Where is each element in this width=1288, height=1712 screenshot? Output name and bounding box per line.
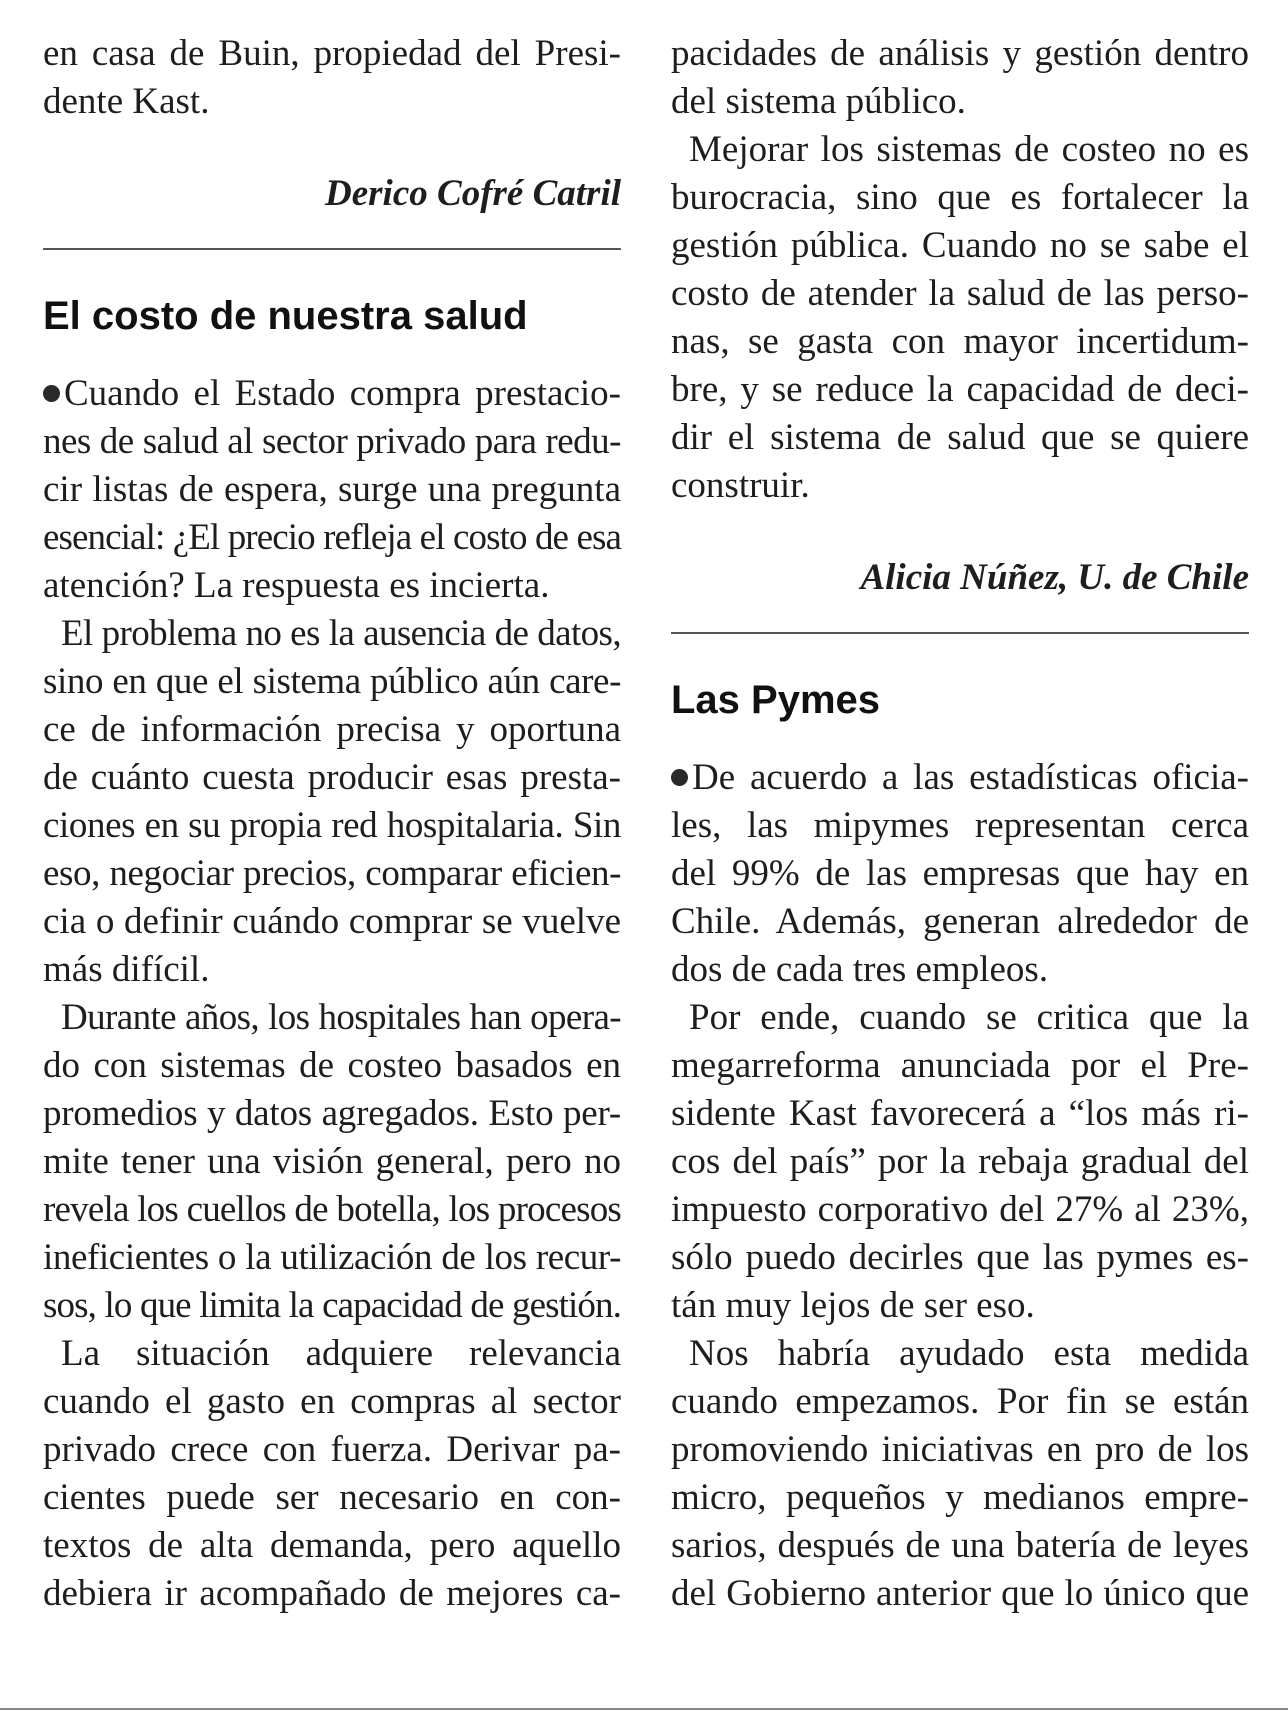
text-line: sino en que el sistema público aún care- xyxy=(43,661,621,702)
text-line: pacidades de análisis y gestión dentro xyxy=(671,33,1249,74)
text-line: cuando empezamos. Por fin se están xyxy=(671,1381,1249,1422)
text-line: en casa de Buin, propiedad del Presi- xyxy=(43,33,621,74)
text-line: sarios, después de una batería de leyes xyxy=(671,1525,1249,1566)
text-line: mite tener una visión general, pero no xyxy=(43,1141,621,1182)
text-line: De acuerdo a las estadísticas oficia- xyxy=(671,754,1249,802)
text-line: promedios y datos agregados. Esto per- xyxy=(43,1093,621,1134)
text-line: tán muy lejos de ser eso. xyxy=(671,1285,1035,1326)
text-line: ciones en su propia red hospitalaria. Sin xyxy=(43,805,621,846)
text-line: del 99% de las empresas que hay en xyxy=(671,853,1249,894)
text-line: más difícil. xyxy=(43,949,210,990)
article-paragraph xyxy=(43,610,621,994)
left-column xyxy=(43,30,621,1618)
article-paragraph xyxy=(671,1330,1249,1618)
article-paragraph xyxy=(43,1330,621,1618)
text-line: megarreforma anunciada por el Pre- xyxy=(671,1045,1249,1086)
text-line: cuando el gasto en compras al sector xyxy=(43,1381,621,1422)
text-line: nes de salud al sector privado para redu- xyxy=(43,421,621,462)
text-line: gestión pública. Cuando no se sabe el xyxy=(671,225,1249,266)
text-line: del sistema público. xyxy=(671,81,966,122)
text-line: do con sistemas de costeo basados en xyxy=(43,1045,621,1086)
text-line: dos de cada tres empleos. xyxy=(671,949,1049,990)
text-line: burocracia, sino que es fortalecer la xyxy=(671,177,1249,218)
letter-ending xyxy=(43,30,621,126)
article-paragraph xyxy=(43,994,621,1330)
text-line: Por ende, cuando se critica que la xyxy=(689,997,1249,1038)
text-line: sidente Kast favorecerá a “los más ri- xyxy=(671,1093,1249,1134)
text-line: La situación adquiere relevancia xyxy=(61,1333,621,1374)
page-bottom-border xyxy=(0,1708,1288,1710)
text-line: Cuando el Estado compra prestacio- xyxy=(43,370,621,418)
text-line: construir. xyxy=(671,465,810,506)
article-paragraph xyxy=(43,370,621,610)
text-line: impuesto corporativo del 27% al 23%, xyxy=(671,1189,1249,1230)
text-line: sos, lo que limita la capacidad de gestión. xyxy=(43,1285,621,1326)
text-line: promoviendo iniciativas en pro de los xyxy=(671,1429,1249,1470)
text-line: bre, y se reduce la capacidad de deci- xyxy=(671,369,1249,410)
text-line: del Gobierno anterior que lo único que xyxy=(671,1573,1249,1614)
text-line: Mejorar los sistemas de costeo no es xyxy=(689,129,1249,170)
article-signature: Alicia Núñez, U. de Chile xyxy=(860,557,1249,598)
text-line: cir listas de espera, surge una pregunta xyxy=(43,469,621,510)
text-line: atención? La respuesta es incierta. xyxy=(43,565,550,606)
text-line: privado crece con fuerza. Derivar pa- xyxy=(43,1429,621,1470)
right-column xyxy=(671,30,1249,1618)
text-line: esencial: ¿El precio refleja el costo de esa xyxy=(43,517,621,558)
text-line: eso, negociar precios, comparar eficien- xyxy=(43,853,621,894)
text-line: Chile. Además, generan alrededor de xyxy=(671,901,1249,942)
text-line: cientes puede ser necesario en con- xyxy=(43,1477,621,1518)
text-line: Durante años, los hospitales han opera- xyxy=(61,997,621,1038)
text-line: dente Kast. xyxy=(43,81,210,122)
article-paragraph xyxy=(671,754,1249,994)
text-line: El problema no es la ausencia de datos, xyxy=(61,613,621,654)
article-paragraph xyxy=(671,30,1249,126)
bullet-icon xyxy=(43,385,60,402)
article-paragraph xyxy=(671,126,1249,510)
text-line: debiera ir acompañado de mejores ca- xyxy=(43,1573,621,1614)
letter-signature: Derico Cofré Catril xyxy=(325,173,621,214)
text-line: nas, se gasta con mayor incertidum- xyxy=(671,321,1249,362)
text-line: les, las mipymes representan cerca xyxy=(671,805,1249,846)
text-line: textos de alta demanda, pero aquello xyxy=(43,1525,621,1566)
text-line: de cuánto cuesta producir esas presta- xyxy=(43,757,621,798)
text-line: ce de información precisa y oportuna xyxy=(43,709,621,750)
text-line: Nos habría ayudado esta medida xyxy=(689,1333,1249,1374)
article-title: Las Pymes xyxy=(671,678,881,722)
text-line: micro, pequeños y medianos empre- xyxy=(671,1477,1249,1518)
article-title: El costo de nuestra salud xyxy=(43,294,528,338)
text-line: dir el sistema de salud que se quiere xyxy=(671,417,1249,458)
bullet-icon xyxy=(671,769,688,786)
text-line: costo de atender la salud de las perso- xyxy=(671,273,1249,314)
text-line: sólo puedo decirles que las pymes es- xyxy=(671,1237,1249,1278)
text-line: ineficientes o la utilización de los recur- xyxy=(43,1237,621,1278)
text-line: cos del país” por la rebaja gradual del xyxy=(671,1141,1249,1182)
text-line: cia o definir cuándo comprar se vuelve xyxy=(43,901,621,942)
article-paragraph xyxy=(671,994,1249,1330)
text-line: revela los cuellos de botella, los procesos xyxy=(43,1189,621,1230)
